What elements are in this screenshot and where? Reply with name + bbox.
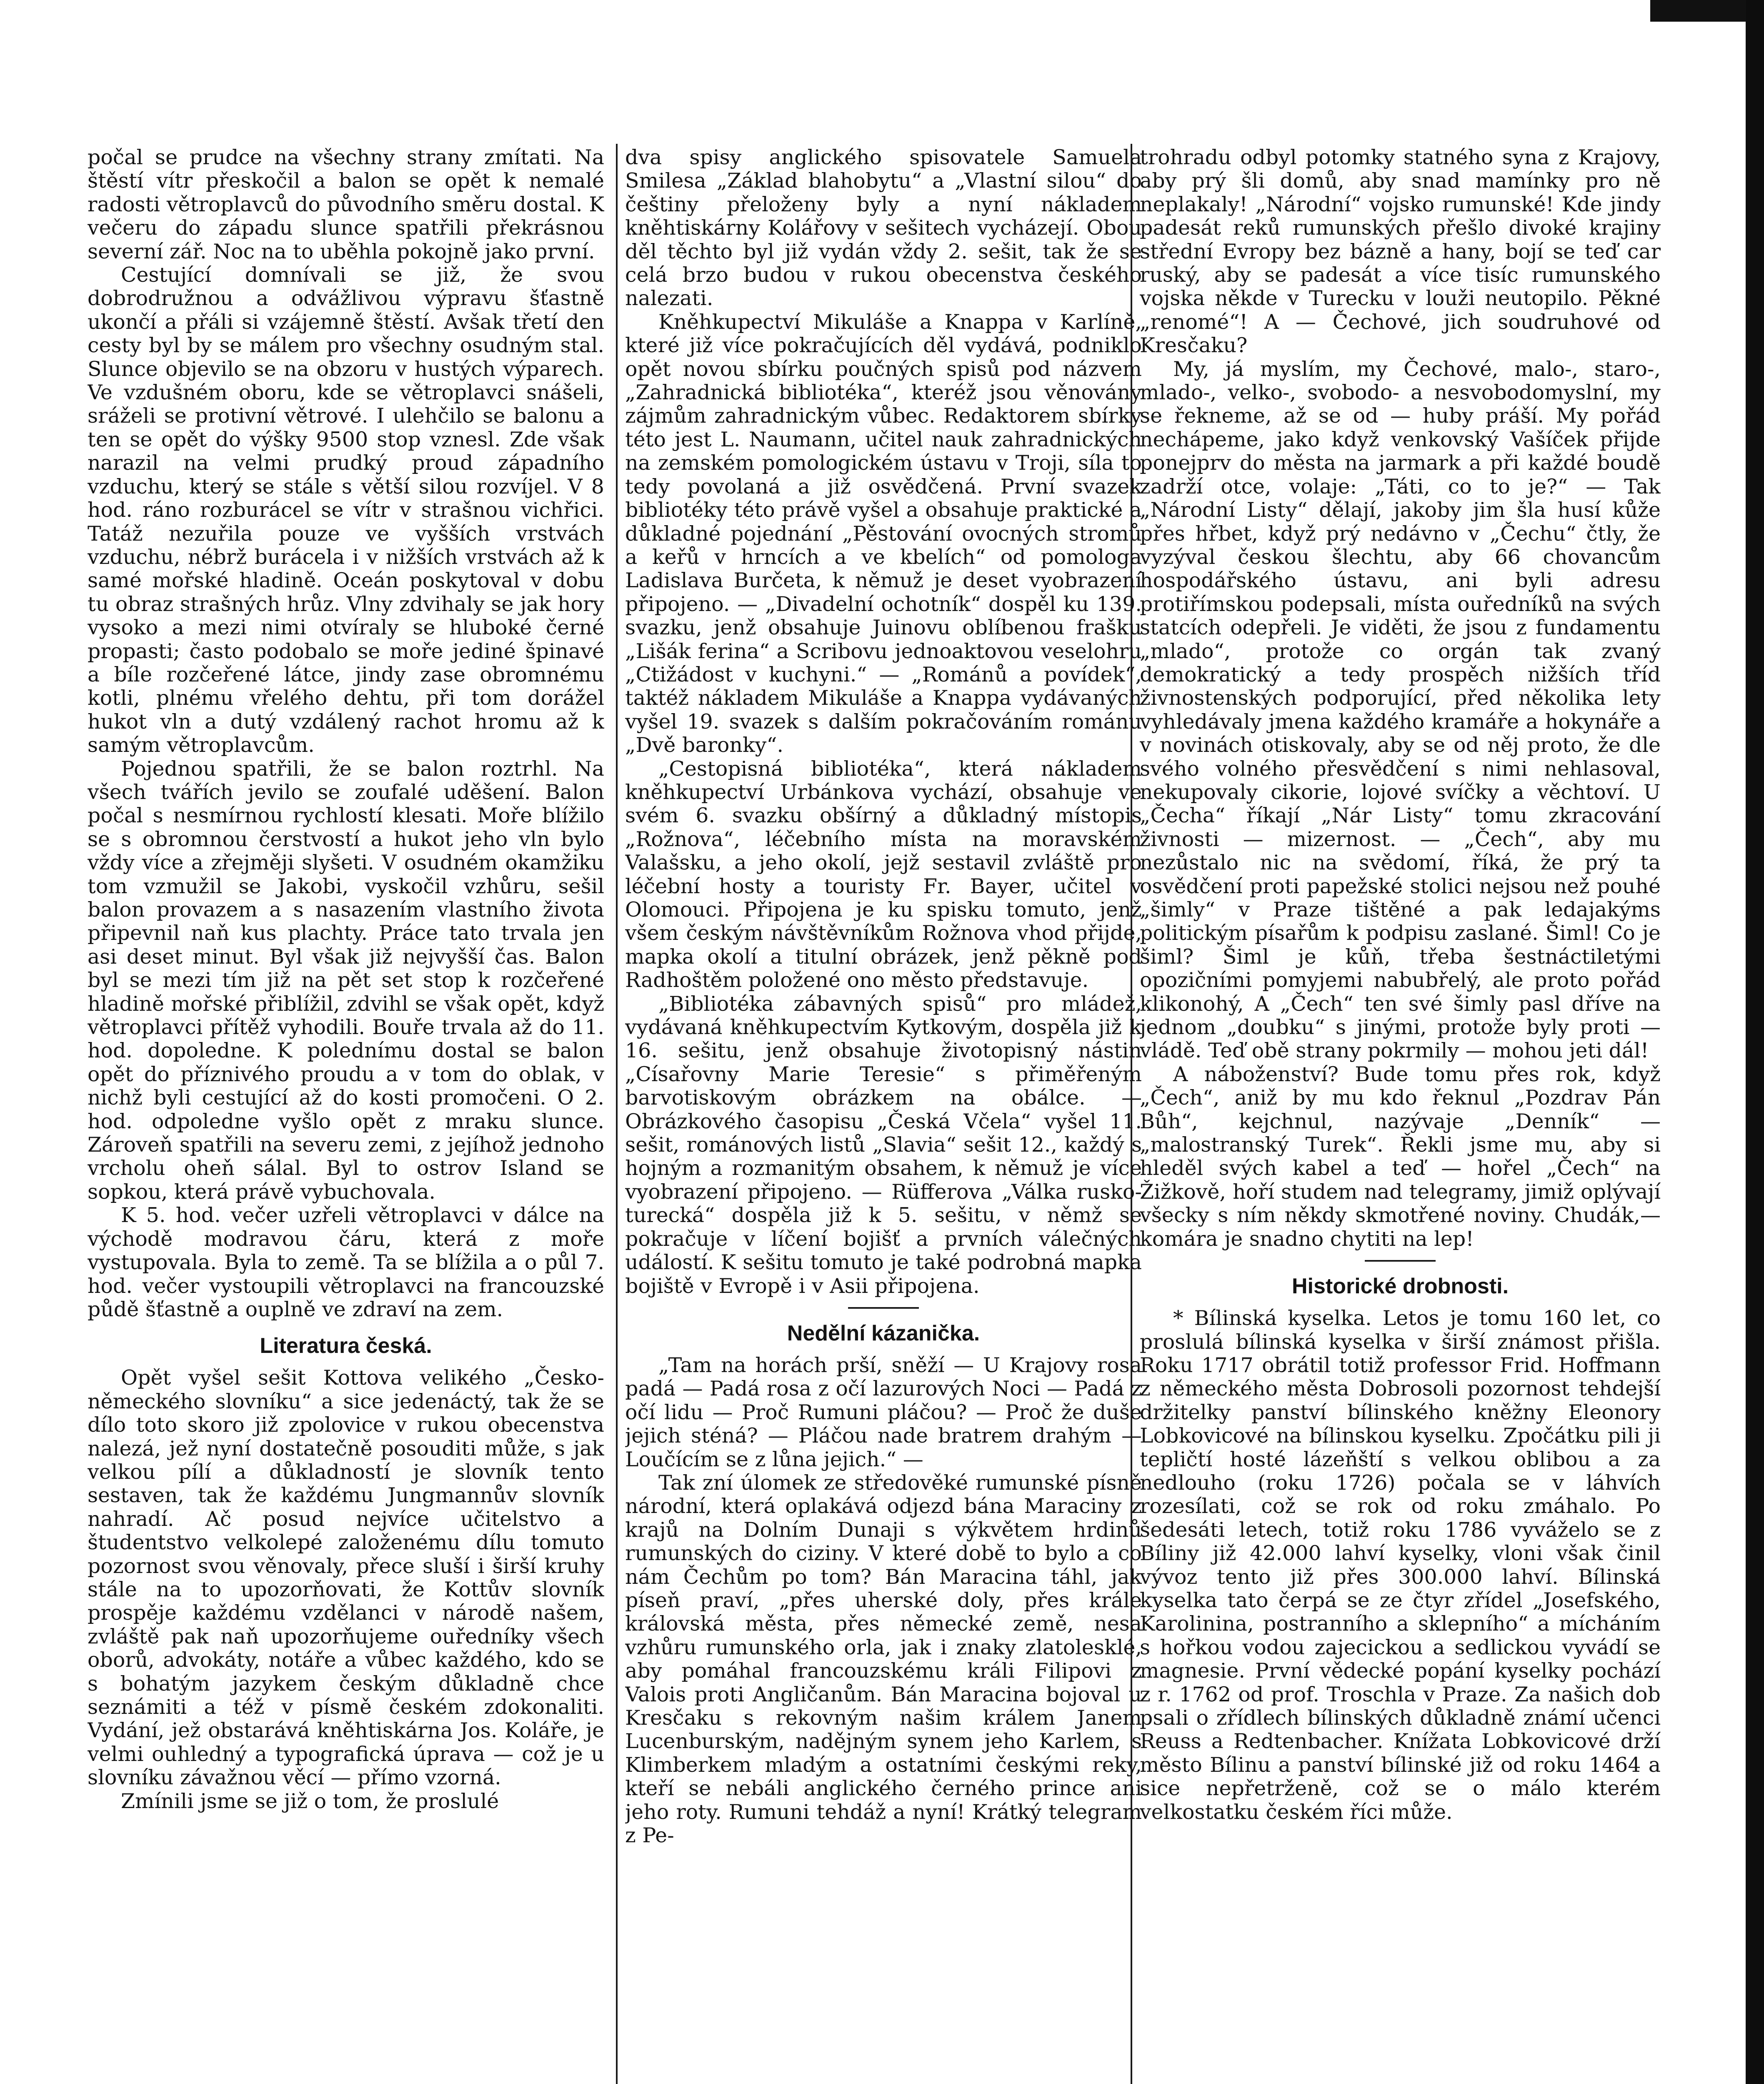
paragraph: * Bílinská kyselka. Letos je tomu 160 let, co proslulá bílinská kyselka v širší známost přišla. Roku 1717 obrátil totiž professor Frid. Hoffmann z německého města Dobrosoli pozornost tehdejší držitelky panství bílinského kněžny Eleonory Lobkovicové na bílinskou kyselku. Zpočátku pili ji tepličtí hosté lázeňští s velkou oblibou a za nedlouho (roku 1726) počala se v láhvích rozesílati, což se rok od roku zmáhalo. Po šedesáti letech, totiž roku 1786 vyváželo se z Bíliny již 42.000 lahví kyselky, vloni však činil vývoz tento již přes 300.000 lahví. Bílinská kyselka tato čerpá se ze čtyr zřídel „Josefského, Karolinina, postranního a sklepního“ a mícháním s hořkou vodou zajecickou a sedlickou vyvádí se magnesie. První vědecké popání kyselky pochází z r. 1762 od prof. Troschla v Praze. Za našich dob psali o zřídlech bílinských důkladně známí učenci Reuss a Redtenbacher. Knížata Lobkovicové drží město Bílinu a panství bílinské již od roku 1464 a sice nepřetrženě, což se o málo kterém velkostatku českém říci může. [1140,1306,1661,1824]
paragraph: Pojednou spatřili, že se balon roztrhl. Na všech tvářích jevilo se zoufalé uděšení. Balon počal s nesmírnou rychlostí klesati. Moře blížilo se s obromnou čerstvostí a hukot jeho vln bylo vždy více a zřejměji slyšeti. V osudném okamžiku tom vzmužil se Jakobi, vyskočil vzhůru, sešil balon provazem a s nasazením vlastního života připevnil naň kus plachty. Práce tato trvala jen asi deset minut. Byl však již nejvyšší čas. Balon byl se mezi tím již na pět set stop k rozčeřené hladině mořské přiblížil, zdvihl se však opět, když větroplavci přítěž vyhodili. Bouře trvala až do 11. hod. dopoledne. K polednímu dostal se balon opět do příznivého proudu a v tom do oblak, v nichž byli cestující až do kosti promočeni. O 2. hod. odpoledne vyšlo opět z mraku slunce. Zároveň spatřili na severu zemi, z jejíhož jednoho vrcholu oheň sálal. Byl to ostrov Island se sopkou, která právě vybuchovala. [88,756,604,1204]
paragraph: „Bibliotéka zábavných spisů“ pro mládež, vydávaná kněhkupectvím Kytkovým, dospěla již k 16. sešitu, jenž obsahuje životopisný nástin „Císařovny Marie Teresie“ s přiměřeným barvotiskovým obrázkem na obálce. — Obrázkového časopisu „Česká Včela“ vyšel 11. sešit, románových listů „Slavia“ sešit 12., každý s hojným a rozmanitým obsahem, k němuž je více vyobrazení připojeno. — Rüfferova „Válka rusko-turecká“ dospěla již k 5. sešitu, v němž se pokračuje v líčení bojišť a prvních válečných událostí. K sešitu tomuto je také podrobná mapka bojiště v Evropě i v Asii připojena. [625,992,1142,1298]
paragraph: Zmínili jsme se již o tom, že proslulé [121,1789,499,1813]
paragraph: „Tam na horách prší, sněží — U Krajovy rosa padá — Padá rosa z očí lazurových Noci — Padá z očí lidu — Proč Rumuni pláčou? — Proč že duše jejich sténá? — Pláčou nade bratrem drahým — Loučícím se z lůna jejich.“ — [625,1353,1142,1471]
paragraph: trohradu odbyl potomky statného syna z Krajovy, aby prý šli domů, aby snad mamínky pro ně neplakaly! „Národní“ vojsko rumunské! Kde jindy padesát reků rumunských přešlo divoké krajiny střední Evropy bez bázně a hany, bojí se teď car ruský, aby se padesát a více tisíc rumunského vojska někde v Turecku v louži neutopilo. Pěkné „renomé“! A — Čechové, jich soudruhové od Kresčaku? [1140,146,1661,358]
paragraph: My, já myslím, my Čechové, malo-, staro-, mlado-, velko-, svobodo- a nesvobodomyslní, my se řekneme, až se od — huby práší. My pořád nechápeme, jako když venkovský Vašíček přijde ponejprv do města na jarmark a při každé boudě zadrží otce, volaje: „Táti, co to je?“ — Tak „Národní Listy“ dělají, jakoby jim šla husí kůže přes hřbet, když prý nedávno v „Čechu“ čtly, že vyzýval českou šlechtu, aby 66 chovancům hospodářského ústavu, ani byli adresu protiřímskou podepsali, místa ouředníků na svých statcích odepřeli. Je viděti, že jsou z fundamentu „mlado“, protože co orgán tak zvaný demokratický a tedy prospěch nižších tříd živnostenských podporující, před několika lety vyhledávaly jmena každého kramáře a hokynáře a v novinách otiskovaly, aby se od něj proto, že dle svého volného přesvědčení s nimi nehlasoval, nekupovaly cikorie, lojové svíčky a věchtoví. U „Čecha“ říkají „Nár Listy“ tomu zkracování živnosti — mizernost. — „Čech“, aby mu nezůstalo nic na svědomí, říká, že prý ta osvědčení proti papežské stolici nejsou než pouhé „šimly“ v Praze tištěné a pak ledajakýms politickým písařům k podpisu zaslané. Šiml! Co je šiml? Šiml je kůň, třeba šestnáctiletými opozičními pomyjemi nabubřelý, ale proto pořád klikonohý, A „Čech“ ten své šimly pasl dříve na jednom „doubku“ s jinými, protože byly proti — vládě. Teď obě strany pokrmily — mohou jeti dál! [1140,357,1661,1063]
paragraph: dva spisy anglického spisovatele Samuela Smilesa „Základ blahobytu“ a „Vlastní silou“ do češtiny přeloženy byly a nyní nákladem kněhtiskárny Kolářovy v sešitech vycházejí. Obou děl těchto byl již vydán vždy 2. sešit, tak že se celá brzo budou v rukou obecenstva českého nalezati. [625,146,1142,311]
paragraph: A náboženství? Bude tomu přes rok, když „Čech“, aniž by mu kdo řeknul „Pozdrav Pán Bůh“, kejchnul, nazývaje „Denník“ — „malostranský Turek“. Řekli jsme mu, aby si hleděl svých kabel a teď — hořel „Čech“ na Žižkově, hoří studem nad telegramy, jimiž oplývají všecky s ním někdy skmotřené noviny. Chudák,— komára je snadno chytiti na lep! [1140,1062,1661,1251]
paragraph: „Cestopisná bibliotéka“, která nákladem kněhkupectví Urbánkova vychází, obsahuje ve svém 6. svazku obšírný a důkladný místopis „Rožnova“, léčebního místa na moravském Valašsku, a jeho okolí, jejž sestavil zvláště pro léčební hosty a touristy Fr. Bayer, učitel v Olomouci. Připojena je ku spisku tomuto, jenž všem českým návštěvníkům Rožnova vhod přijde, mapka okolí a titulní obrázek, jenž pěkně pod Radhoštěm položené ono město představuje. [625,756,1142,992]
column-middle [625,146,1142,2084]
scan-border-top [1650,0,1746,22]
section-heading-literatura: Literatura česká. [260,1334,432,1358]
section-heading-kazanicka: Nedělní kázanička. [787,1321,980,1345]
section-divider [848,1307,919,1309]
section-heading-drobnosti: Historické drobnosti. [1291,1274,1509,1299]
column-right [1140,146,1661,2084]
paragraph: Opět vyšel sešit Kottova velikého „Česko-německého slovníku“ a sice jedenáctý, tak že se dílo toto skoro již zpolovice v rukou obecenstva nalezá, jež nyní dostatečně posouditi může, s jak velkou pílí a důkladností je slovník tento sestaven, tak že každému Jungmannův slovník nahradí. Ač posud nejvíce učitelstvo a študentstvo velkolepé založenému dílu tomuto pozornost svou věnovaly, přece sluší i širší kruhy stále na to upozorňovati, že Kottův slovník prospěje každému vzdělanci v národě našem, zvláště pak naň upozorňujeme ouředníky všech oborů, advokáty, notáře a vůbec každého, kdo se s bohatým jazykem českým důkladně chce seznámiti a též v písmě českém zdokonaliti. Vydání, jež obstarává kněhtiskárna Jos. Koláře, je velmi ouhledný a typografická úprava — což je u slovníku závažnou věcí — přímo vzorná. [88,1366,604,1790]
paragraph: Tak zní úlomek ze středověké rumunské písně národní, která oplakává odjezd bána Maraciny z krajů na Dolním Dunaji s výkvětem hrdinů rumunských do ciziny. V které době to bylo a co nám Čechům po tom? Bán Maracina táhl, jak píseň praví, „přes uherské doly, přes krále královská města, přes německé země, nesa vzhůru rumunského orla, jak i znaky zlatolesklé, aby pomáhal francouzskému králi Filipovi z Valois proti Angličanům. Bán Maracina bojoval u Kresčaku s rekovným našim králem Janem Lucenburským, nadějným synem jeho Karlem, s Klimberkem mladým a ostatními českými reky, kteří se nebáli anglického černého prince ani jeho roty. Rumuni tehdáž a nyní! Krátký telegram z Pe- [625,1470,1142,1848]
section-divider [1365,1260,1436,1262]
scan-border-right [1746,0,1764,2084]
paragraph: počal se prudce na všechny strany zmítati. Na štěstí vítr přeskočil a balon se opět k nemalé radosti větroplavců do původního směru dostal. K večeru do západu slunce spatřili překrásnou severní zář. Noc na to uběhla pokojně jako první. [88,146,604,263]
paragraph: Cestující domnívali se již, že svou dobrodružnou a odvážlivou výpravu šťastně ukončí a přáli si vzájemně štěstí. Avšak třetí den cesty byl by se málem pro všechny osudným stal. Slunce objevilo se na obzoru v hustých výparech. Ve vzdušném oboru, kde se větroplavci snášeli, sráželi se protivní větrové. I ulehčilo se balonu a ten se opět do výšky 9500 stop vznesl. Zde však narazil na velmi prudký proud západního vzduchu, který se stále s větší silou rozvíjel. V 8 hod. ráno rozburácel se vítr v strašnou vichřici. Tatáž nezuřila pouze ve vyšších vrstvách vzduchu, nébrž burácela i v nižších vrstvách až k samé mořské hladině. Oceán poskytoval v dobu tu obraz strašných hrůz. Vlny zdvihaly se jak hory vysoko a mezi nimi otvíraly se hluboké černé propasti; často podobalo se moře jediné špinavé a bíle rozčeřené látce, jindy zase obromnému kotli, plnému vřelého dehtu, při tom dorážel hukot vln a dutý vzdálený rachot hromu až k samým větroplavcům. [88,263,604,757]
column-left [88,146,604,2084]
column-rule-left [616,144,618,2084]
paragraph: K 5. hod. večer uzřeli větroplavci v dálce na východě modravou čáru, která z moře vystupovala. Byla to země. Ta se blížila a o půl 7. hod. večer vystoupili větroplavci na francouzské půdě šťastně a ouplně ve zdraví na zem. [88,1203,604,1321]
paragraph: Kněhkupectví Mikuláše a Knappa v Karlíně, které již více pokračujících děl vydává, podniklo opět novou sbírku poučných spisů pod názvem „Zahradnická bibliotéka“, kteréž jsou věnovány zájmům zahradnickým vůbec. Redaktorem sbírky této jest L. Naumann, učitel nauk zahradnických na zemském pomologickém ústavu v Troji, síla to tedy povolaná a již osvědčená. První svazek bibliotéky této právě vyšel a obsahuje praktické a důkladné pojednání „Pěstování ovocných stromů a keřů v hrncích a ve kbelích“ od pomologa Ladislava Burčeta, k němuž je deset vyobrazení připojeno. — „Divadelní ochotník“ dospěl ku 139. svazku, jenž obsahuje Juinovu oblíbenou frašku „Lišák ferina“ a Scribovu jednoaktovou veselohru „Ctižádost v kuchyni.“ — „Románů a povídek“, taktéž nákladem Mikuláše a Knappa vydávaných vyšel 19. svazek s dalším pokračováním románu „Dvě baronky“. [625,310,1142,757]
